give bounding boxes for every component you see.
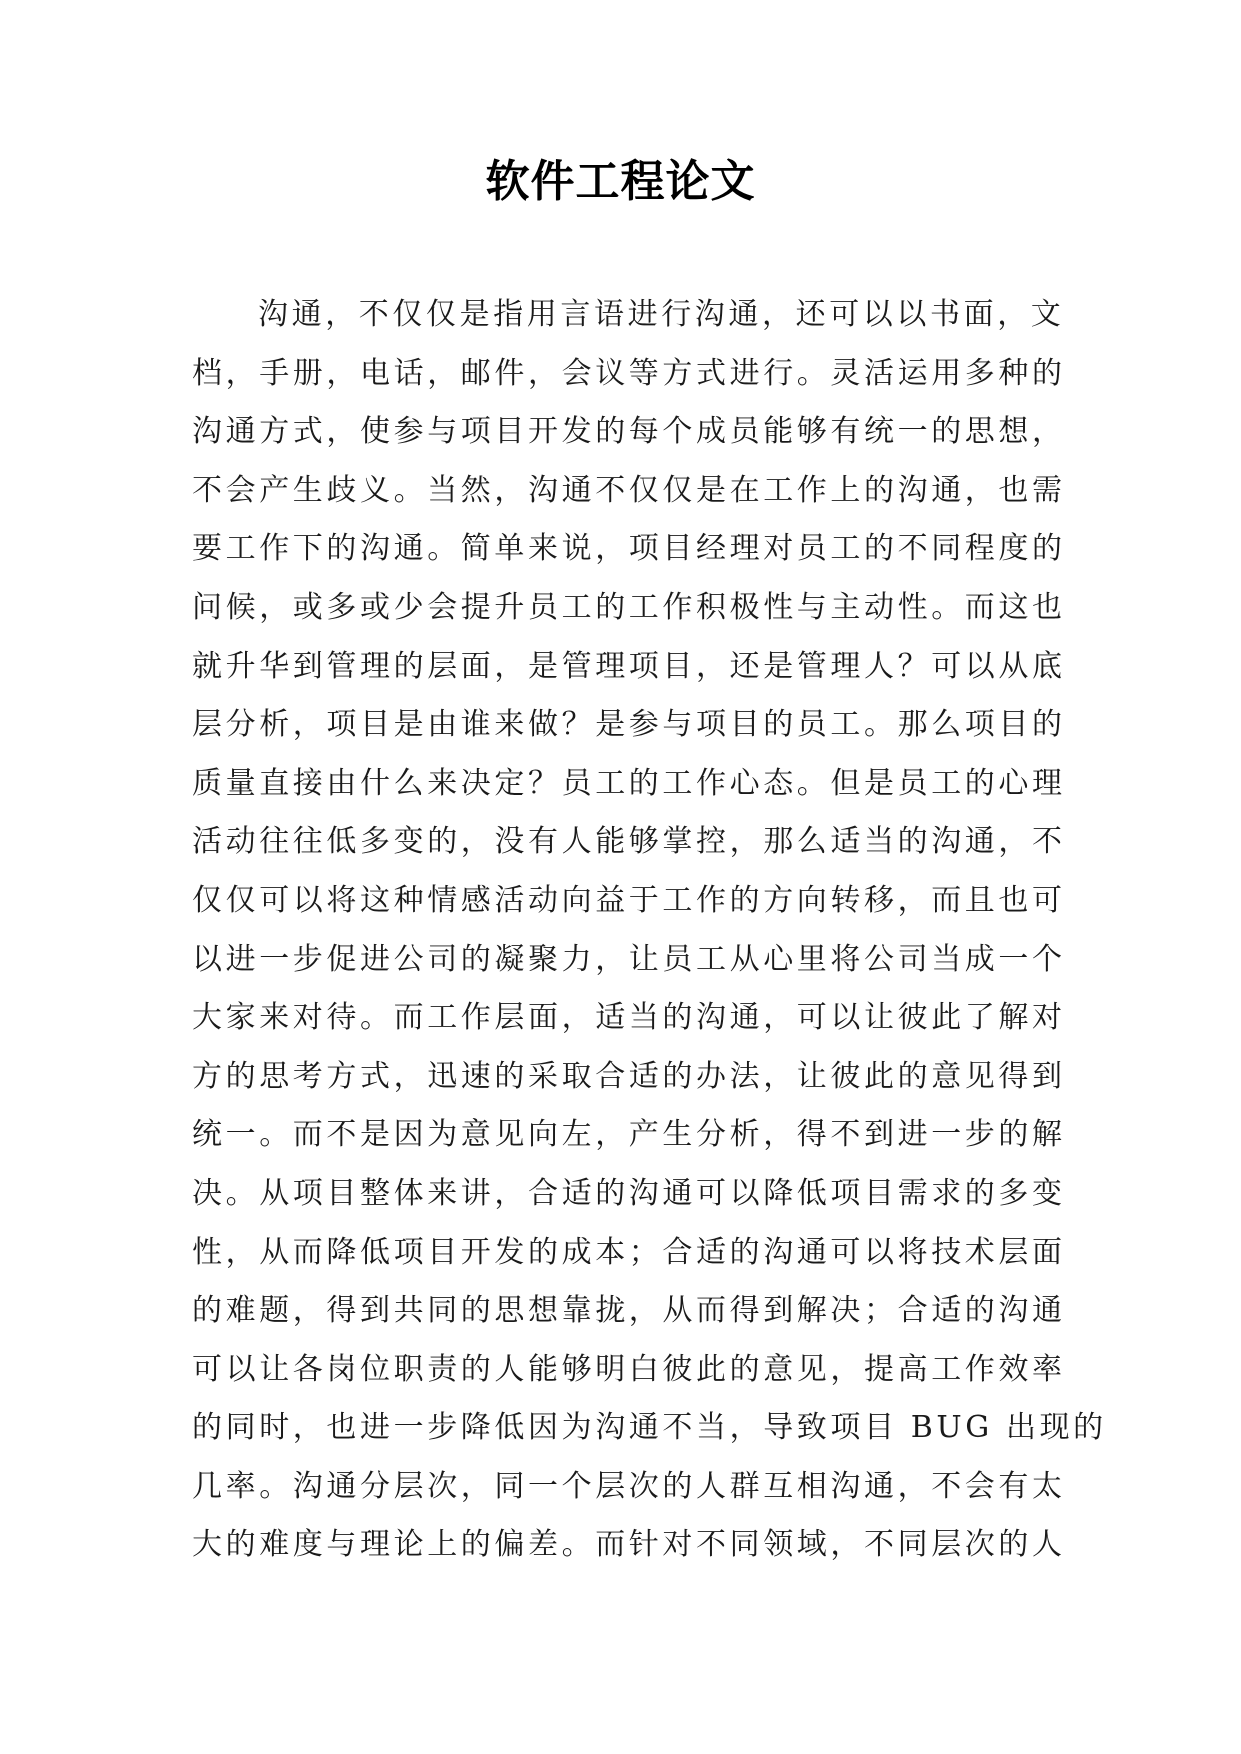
paragraph-line: 就升华到管理的层面，是管理项目，还是管理人？可以从底	[192, 648, 1066, 684]
paragraph-line: 不会产生歧义。当然，沟通不仅仅是在工作上的沟通，也需	[192, 472, 1066, 508]
paragraph-line: 大的难度与理论上的偏差。而针对不同领域，不同层次的人	[192, 1527, 1066, 1563]
paragraph-line: 层分析，项目是由谁来做？是参与项目的员工。那么项目的	[192, 707, 1066, 743]
paragraph-line: 可以让各岗位职责的人能够明白彼此的意见，提高工作效率	[192, 1351, 1066, 1387]
paragraph-line: 沟通，不仅仅是指用言语进行沟通，还可以以书面，文	[258, 297, 1065, 332]
paragraph-line: 几率。沟通分层次，同一个层次的人群互相沟通，不会有太	[192, 1468, 1066, 1504]
paragraph-line: 性，从而降低项目开发的成本；合适的沟通可以将技术层面	[192, 1234, 1066, 1270]
paragraph-line: 统一。而不是因为意见向左，产生分析，得不到进一步的解	[192, 1117, 1066, 1153]
paragraph-line: 方的思考方式，迅速的采取合适的办法，让彼此的意见得到	[192, 1058, 1066, 1094]
document-body	[192, 286, 1107, 1575]
paragraph-line: 的难题，得到共同的思想靠拢，从而得到解决；合适的沟通	[192, 1293, 1066, 1329]
paragraph-line: 的同时，也进一步降低因为沟通不当，导致项目 BUG 出现的	[192, 1410, 1107, 1446]
paragraph-line: 活动往往低多变的，没有人能够掌控，那么适当的沟通，不	[192, 824, 1066, 860]
document-title: 软件工程论文	[485, 156, 756, 207]
paragraph-line: 大家来对待。而工作层面，适当的沟通，可以让彼此了解对	[192, 1000, 1066, 1036]
paragraph-line: 沟通方式，使参与项目开发的每个成员能够有统一的思想，	[192, 414, 1066, 450]
paragraph-line: 档，手册，电话，邮件，会议等方式进行。灵活运用多种的	[192, 355, 1066, 391]
paragraph-line: 问候，或多或少会提升员工的工作积极性与主动性。而这也	[192, 589, 1066, 625]
paragraph-line: 要工作下的沟通。简单来说，项目经理对员工的不同程度的	[192, 531, 1066, 567]
paragraph-line: 仅仅可以将这种情感活动向益于工作的方向转移，而且也可	[192, 882, 1066, 918]
paragraph-line: 决。从项目整体来讲，合适的沟通可以降低项目需求的多变	[192, 1175, 1066, 1211]
paragraph-line: 以进一步促进公司的凝聚力，让员工从心里将公司当成一个	[192, 941, 1066, 977]
paragraph-line: 质量直接由什么来决定？员工的工作心态。但是员工的心理	[192, 765, 1066, 801]
